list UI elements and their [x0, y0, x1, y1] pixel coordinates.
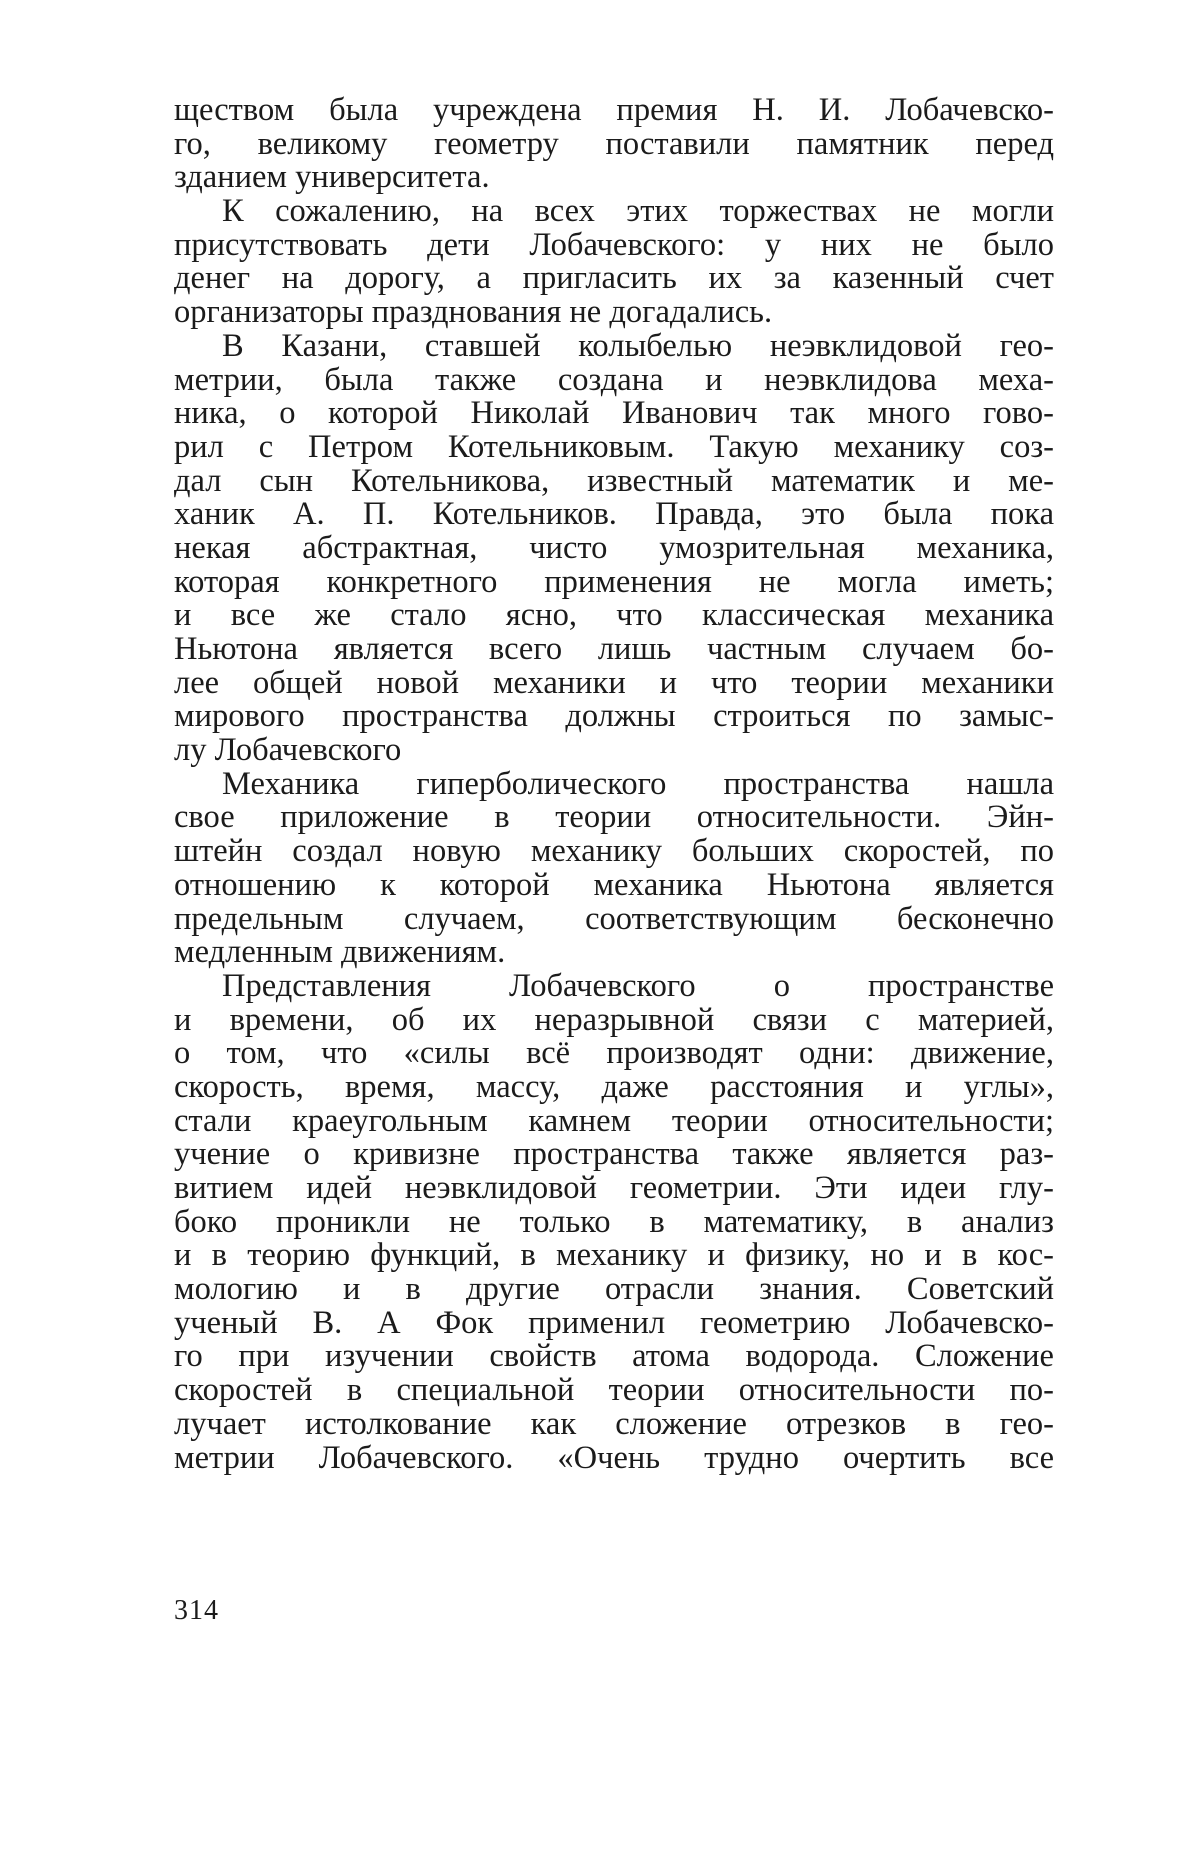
text-line: лучает истолкование как сложение отрезков в гео- — [174, 1408, 1054, 1442]
text-line: Механика гиперболического пространства нашла — [174, 768, 1054, 802]
text-line: ученый В. А Фок применил геометрию Лобачевско- — [174, 1307, 1054, 1341]
text-line: лу Лобачевского — [174, 734, 1054, 768]
text-line: боко проникли не только в математику, в анализ — [174, 1206, 1054, 1240]
text-line: В Казани, ставшей колыбелью неэвклидовой гео- — [174, 330, 1054, 364]
text-line: лее общей новой механики и что теории механики — [174, 667, 1054, 701]
text-line: Ньютона является всего лишь частным случаем бо- — [174, 633, 1054, 667]
text-line: го, великому геометру поставили памятник перед — [174, 128, 1054, 162]
text-line: скоростей в специальной теории относительности по- — [174, 1374, 1054, 1408]
text-line: мирового пространства должны строиться по замыс- — [174, 700, 1054, 734]
text-line: медленным движениям. — [174, 936, 1054, 970]
text-line: ществом была учреждена премия Н. И. Лобачевско- — [174, 94, 1054, 128]
text-line: свое приложение в теории относительности. Эйн- — [174, 801, 1054, 835]
text-line: ника, о которой Николай Иванович так много гово- — [174, 397, 1054, 431]
text-line: Представления Лобачевского о пространстве — [174, 970, 1054, 1004]
text-line: витием идей неэвклидовой геометрии. Эти идеи глу- — [174, 1172, 1054, 1206]
text-line: скорость, время, массу, даже расстояния и углы», — [174, 1071, 1054, 1105]
text-line: организаторы празднования не догадались. — [174, 296, 1054, 330]
text-line: предельным случаем, соответствующим бесконечно — [174, 903, 1054, 937]
text-line: которая конкретного применения не могла иметь; — [174, 566, 1054, 600]
text-line: о том, что «силы всё производят одни: движение, — [174, 1037, 1054, 1071]
text-line: ханик А. П. Котельников. Правда, это была пока — [174, 498, 1054, 532]
text-line: учение о кривизне пространства также является раз- — [174, 1138, 1054, 1172]
text-line: и времени, об их неразрывной связи с материей, — [174, 1004, 1054, 1038]
text-line: и в теорию функций, в механику и физику, но и в кос- — [174, 1239, 1054, 1273]
text-line: присутствовать дети Лобачевского: у них не было — [174, 229, 1054, 263]
text-line: стали краеугольным камнем теории относительности; — [174, 1105, 1054, 1139]
body-text — [174, 94, 1054, 1475]
page-number: 314 — [174, 1595, 219, 1627]
text-line: отношению к которой механика Ньютона является — [174, 869, 1054, 903]
text-line: го при изучении свойств атома водорода. Сложение — [174, 1340, 1054, 1374]
text-line: рил с Петром Котельниковым. Такую механику соз- — [174, 431, 1054, 465]
book-page — [0, 0, 1200, 1872]
text-line: штейн создал новую механику больших скоростей, по — [174, 835, 1054, 869]
text-line: зданием университета. — [174, 161, 1054, 195]
text-line: метрии Лобачевского. «Очень трудно очертить все — [174, 1442, 1054, 1476]
text-line: К сожалению, на всех этих торжествах не могли — [174, 195, 1054, 229]
text-line: и все же стало ясно, что классическая механика — [174, 599, 1054, 633]
text-line: дал сын Котельникова, известный математик и ме- — [174, 465, 1054, 499]
text-line: денег на дорогу, а пригласить их за казенный счет — [174, 262, 1054, 296]
text-line: мологию и в другие отрасли знания. Советский — [174, 1273, 1054, 1307]
text-line: некая абстрактная, чисто умозрительная механика, — [174, 532, 1054, 566]
text-line: метрии, была также создана и неэвклидова меха- — [174, 364, 1054, 398]
